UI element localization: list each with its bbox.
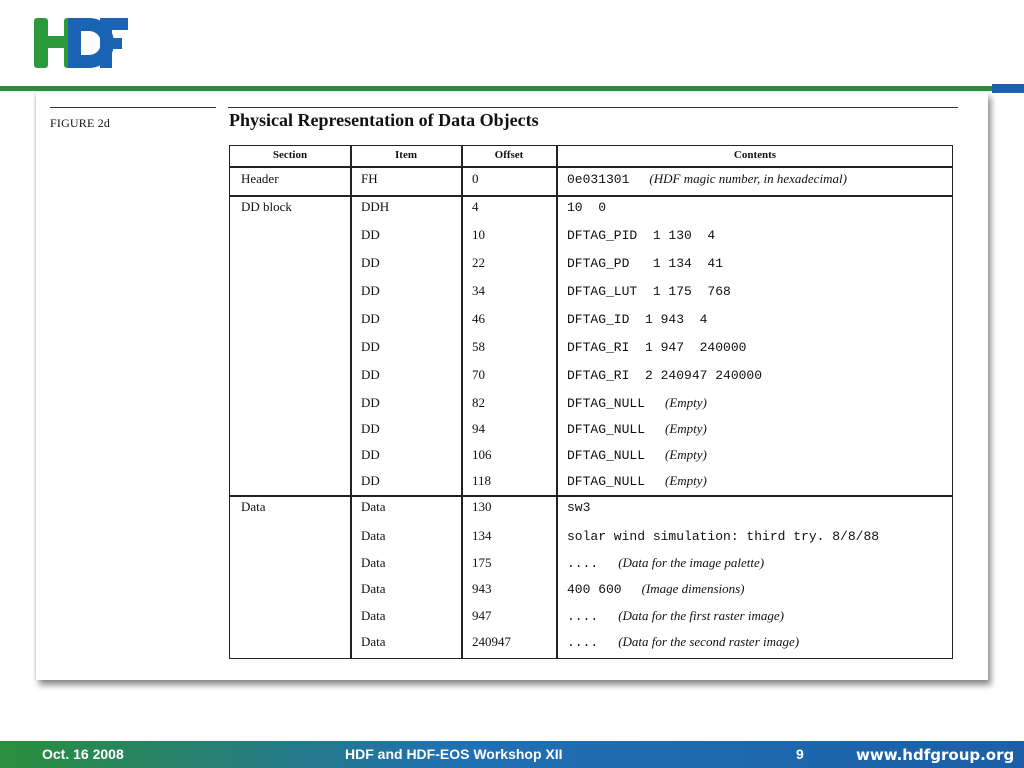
- figure-label-rule: [50, 107, 216, 108]
- table-cell-section: Header: [241, 171, 279, 186]
- table-cell-item: Data: [361, 555, 386, 570]
- table-cell-offset: 134: [472, 528, 492, 543]
- table-cell-offset: 240947: [472, 634, 511, 649]
- table-cell-offset: 106: [472, 447, 492, 462]
- table-cell-item: DDH: [361, 199, 390, 214]
- contents-value: DFTAG_RI 1 947 240000: [567, 340, 747, 355]
- table-cell-contents: [567, 473, 707, 489]
- column-header-section: Section: [272, 149, 308, 161]
- table-cell-contents: [567, 255, 723, 271]
- table-cell-offset: 943: [472, 581, 492, 596]
- contents-note: (HDF magic number, in hexadecimal): [649, 171, 847, 186]
- table-cell-offset: 94: [472, 421, 485, 436]
- table-cell-item: DD: [361, 473, 380, 488]
- table-cell-offset: 82: [472, 395, 485, 410]
- contents-note: (Data for the image palette): [618, 555, 765, 570]
- table-cell-item: Data: [361, 581, 386, 596]
- contents-note: (Empty): [665, 447, 707, 462]
- contents-value: ....: [567, 556, 599, 571]
- table-cell-item: Data: [361, 499, 386, 514]
- table-cell-offset: 947: [472, 608, 492, 623]
- column-header-item: Item: [395, 149, 417, 161]
- table-cell-offset: 46: [472, 311, 485, 326]
- table-cell-section: Data: [241, 499, 266, 514]
- data-objects-table: [229, 145, 953, 659]
- table-cell-contents: [567, 283, 731, 299]
- table-cell-item: DD: [361, 447, 380, 462]
- hdf-logo: [30, 14, 130, 70]
- contents-value: ....: [567, 635, 599, 650]
- header-rule-accent: [992, 84, 1024, 93]
- contents-value: DFTAG_ID 1 943 4: [567, 312, 708, 327]
- footer-page-number: 9: [796, 746, 804, 762]
- table-cell-offset: 70: [472, 367, 485, 382]
- contents-note: (Empty): [665, 473, 707, 488]
- contents-note: (Empty): [665, 395, 707, 410]
- table-cell-item: DD: [361, 255, 380, 270]
- contents-value: DFTAG_NULL: [567, 422, 646, 437]
- table-cell-contents: [567, 499, 590, 515]
- contents-note: (Data for the second raster image): [618, 634, 800, 649]
- table-cell-offset: 58: [472, 339, 485, 354]
- table-cell-offset: 0: [472, 171, 479, 186]
- table-cell-contents: [567, 227, 715, 243]
- header-rule: [0, 86, 1024, 91]
- table-cell-item: Data: [361, 528, 386, 543]
- footer-bar: [0, 741, 1024, 768]
- contents-value: sw3: [567, 500, 591, 515]
- contents-value: DFTAG_NULL: [567, 448, 646, 463]
- table-cell-contents: [567, 634, 799, 650]
- contents-value: DFTAG_NULL: [567, 396, 646, 411]
- table-cell-offset: 22: [472, 255, 485, 270]
- contents-note: (Data for the first raster image): [618, 608, 784, 623]
- table-cell-offset: 130: [472, 499, 492, 514]
- footer-url: www.hdfgroup.org: [856, 746, 1015, 764]
- section-divider: [230, 195, 952, 197]
- contents-value: ....: [567, 609, 599, 624]
- column-divider: [461, 146, 463, 658]
- contents-value: 10 0: [567, 200, 607, 215]
- table-cell-contents: [567, 421, 707, 437]
- logo-f-top: [100, 18, 128, 30]
- table-cell-item: DD: [361, 395, 380, 410]
- contents-value: DFTAG_PD 1 134 41: [567, 256, 724, 271]
- table-cell-offset: 34: [472, 283, 485, 298]
- table-cell-item: DD: [361, 421, 380, 436]
- table-cell-contents: [567, 367, 762, 383]
- contents-value: DFTAG_NULL: [567, 474, 646, 489]
- table-cell-item: DD: [361, 227, 380, 242]
- column-divider: [556, 146, 558, 658]
- table-cell-contents: [567, 339, 746, 355]
- contents-value: DFTAG_RI 2 240947 240000: [567, 368, 763, 383]
- footer-title: HDF and HDF-EOS Workshop XII: [345, 746, 563, 762]
- table-cell-contents: [567, 199, 606, 215]
- column-divider: [350, 146, 352, 658]
- table-cell-item: DD: [361, 283, 380, 298]
- table-cell-item: FH: [361, 171, 378, 186]
- table-cell-section: DD block: [241, 199, 292, 214]
- figure-title-rule: [228, 107, 958, 108]
- table-cell-item: DD: [361, 339, 380, 354]
- contents-note: (Empty): [665, 421, 707, 436]
- table-cell-contents: [567, 555, 764, 571]
- table-cell-contents: [567, 447, 707, 463]
- contents-value: solar wind simulation: third try. 8/8/88: [567, 529, 880, 544]
- table-cell-item: Data: [361, 634, 386, 649]
- contents-value: 400 600: [567, 582, 622, 597]
- contents-value: 0e031301: [567, 172, 630, 187]
- table-cell-contents: [567, 608, 784, 624]
- table-cell-offset: 4: [472, 199, 479, 214]
- figure-label: FIGURE 2d: [50, 116, 111, 130]
- contents-note: (Image dimensions): [641, 581, 745, 596]
- column-header-contents: Contents: [733, 149, 777, 161]
- table-cell-contents: [567, 311, 707, 327]
- table-cell-contents: [567, 581, 745, 597]
- figure-title: Physical Representation of Data Objects: [229, 110, 539, 130]
- contents-value: DFTAG_PID 1 130 4: [567, 228, 716, 243]
- section-divider: [230, 495, 952, 497]
- logo-f-middle: [100, 38, 122, 49]
- footer-date: Oct. 16 2008: [42, 746, 124, 762]
- table-cell-item: DD: [361, 311, 380, 326]
- table-cell-contents: [567, 171, 847, 187]
- contents-value: DFTAG_LUT 1 175 768: [567, 284, 731, 299]
- column-header-offset: Offset: [494, 149, 524, 161]
- table-cell-offset: 118: [472, 473, 492, 488]
- table-cell-contents: [567, 528, 879, 544]
- header-divider: [230, 166, 952, 168]
- table-cell-offset: 175: [472, 555, 492, 570]
- figure-panel: [36, 92, 988, 680]
- table-cell-item: Data: [361, 608, 386, 623]
- table-cell-offset: 10: [472, 227, 485, 242]
- table-cell-item: DD: [361, 367, 380, 382]
- table-cell-contents: [567, 395, 707, 411]
